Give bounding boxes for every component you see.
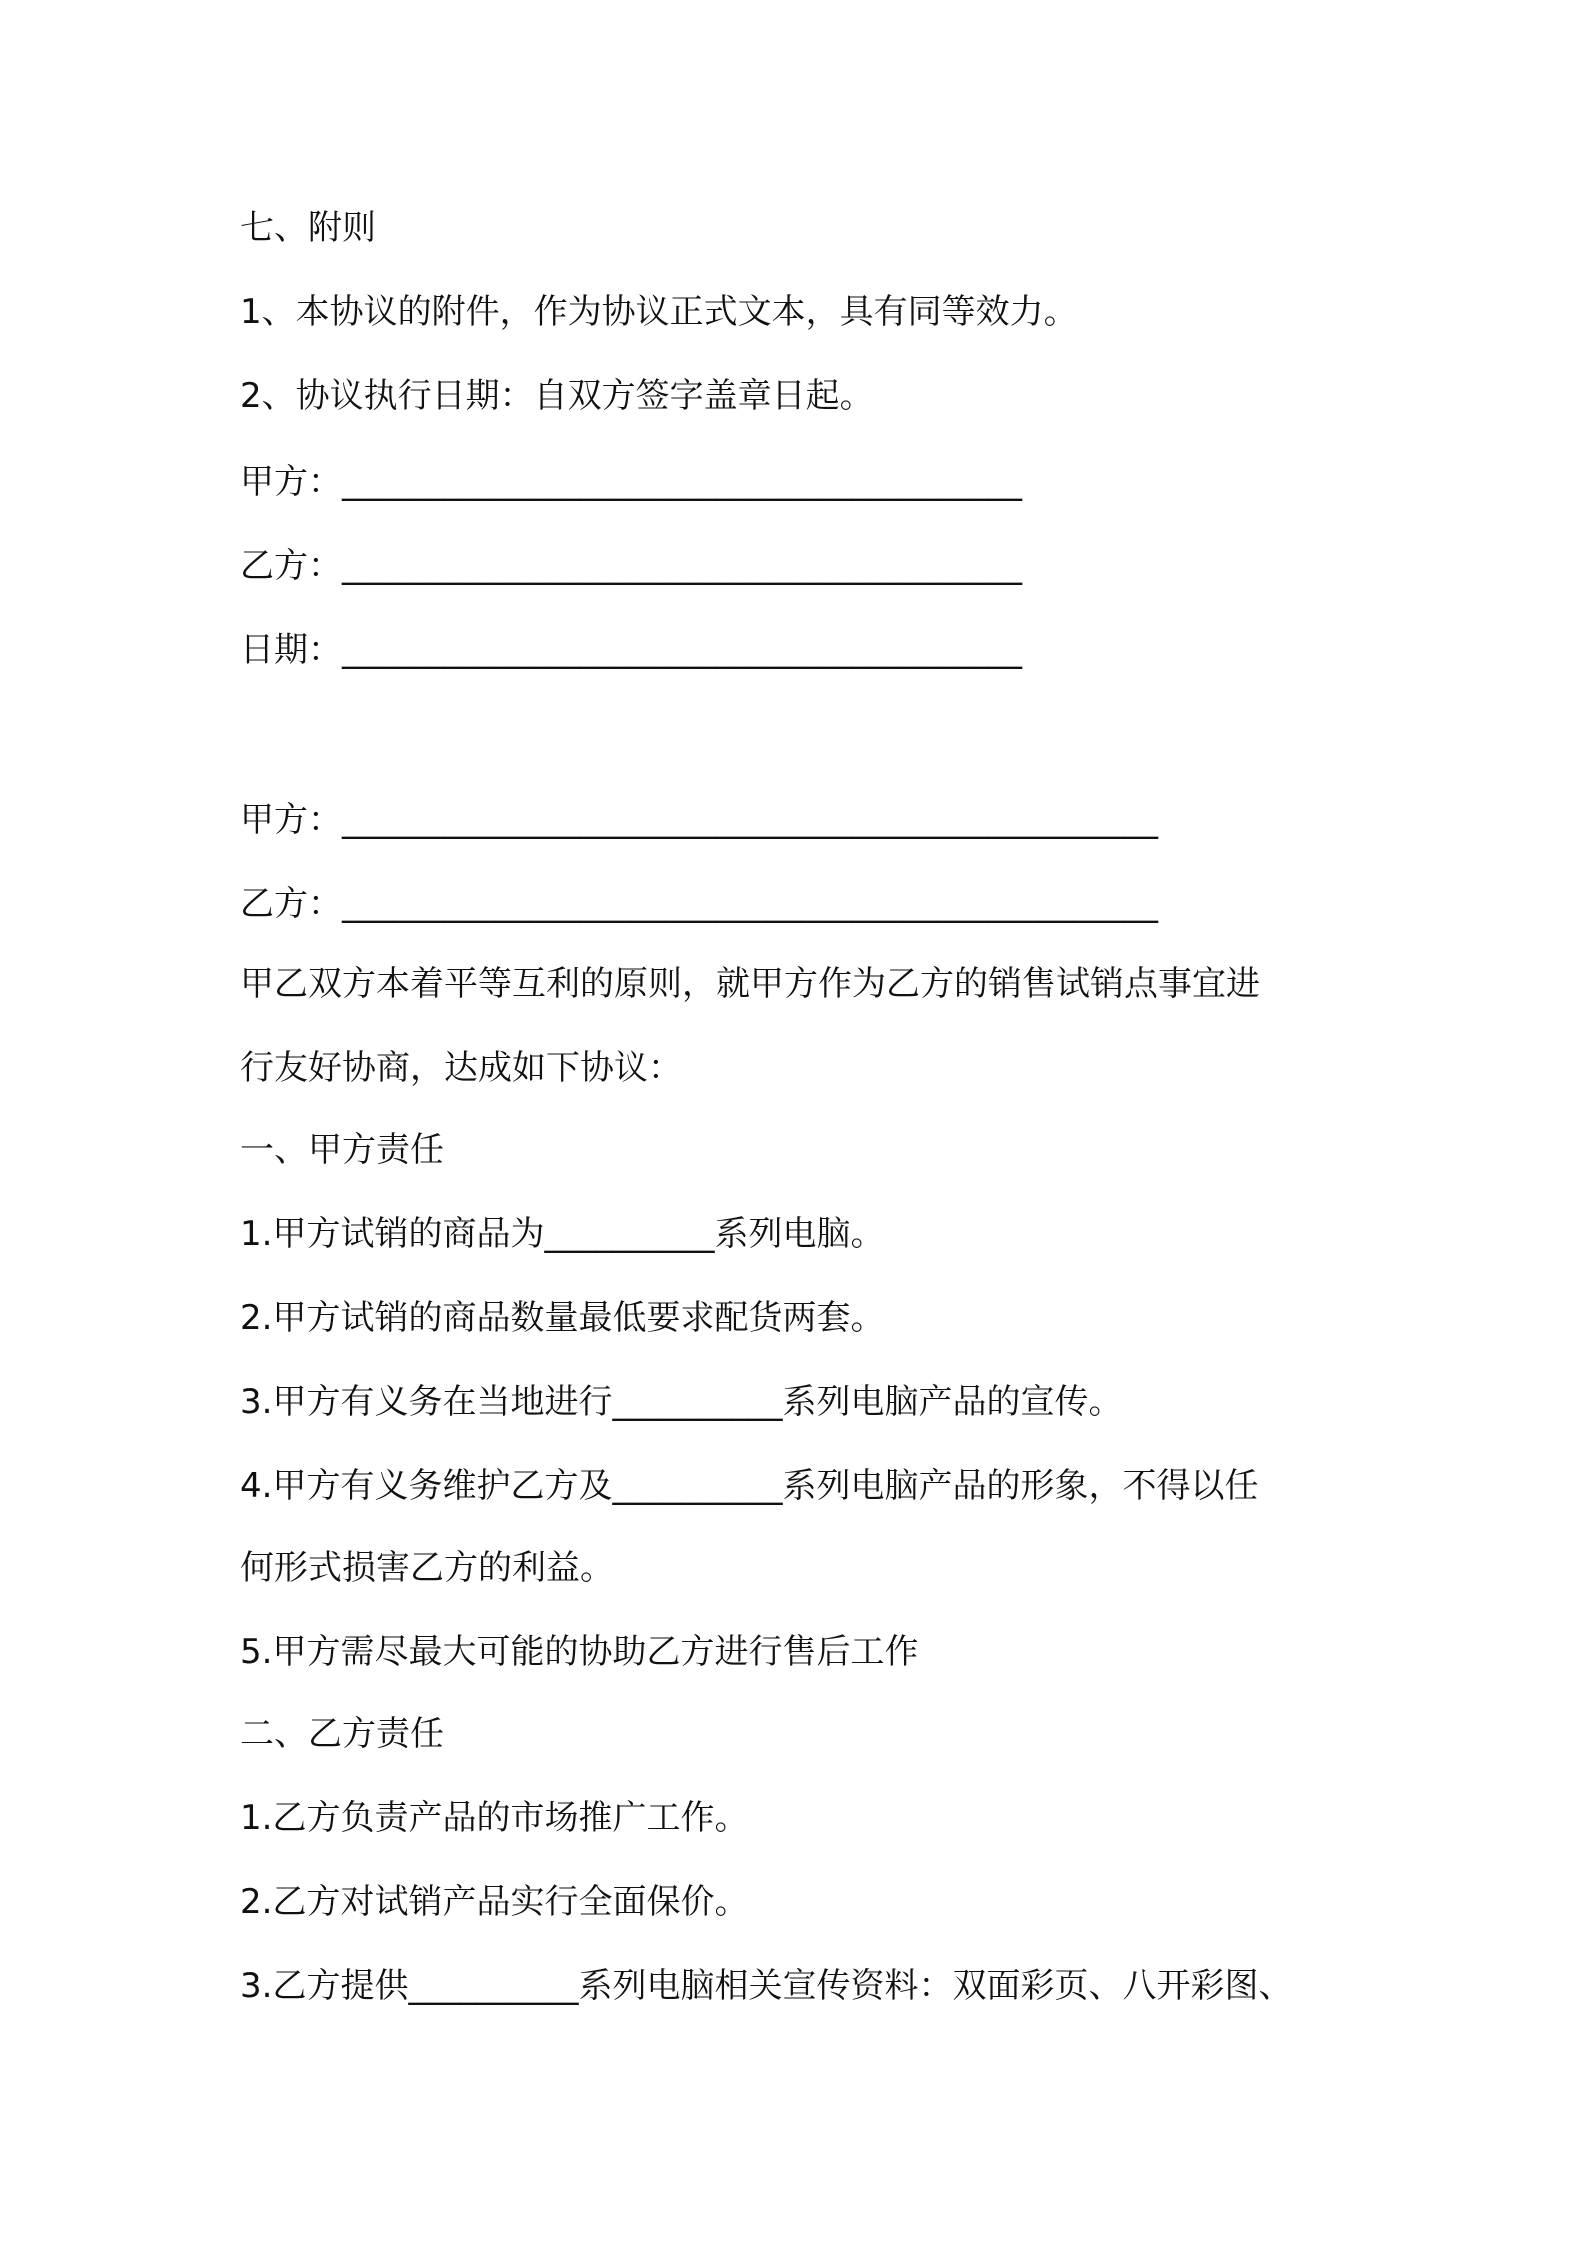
section-7-item-2: 2、协议执行日期：自双方签字盖章日起。 bbox=[240, 376, 874, 416]
party-a-blank-2: ________________________________________________ bbox=[342, 800, 1158, 840]
section-2-heading: 二、乙方责任 bbox=[240, 1714, 444, 1754]
section-1-item-1: 1.甲方试销的商品为__________系列电脑。 bbox=[240, 1214, 885, 1254]
party-b-label-2: 乙方： bbox=[240, 884, 342, 924]
section-1-item-3: 3.甲方有义务在当地进行__________系列电脑产品的宣传。 bbox=[240, 1382, 1123, 1422]
section-2-item-1: 1.乙方负责产品的市场推广工作。 bbox=[240, 1798, 749, 1838]
section-2-item-2: 2.乙方对试销产品实行全面保价。 bbox=[240, 1882, 749, 1922]
party-b-label: 乙方： bbox=[240, 546, 342, 586]
signature-line-party-b bbox=[240, 544, 1022, 588]
signature-line-party-b-2 bbox=[240, 882, 1158, 926]
intro-paragraph-line-1: 甲乙双方本着平等互利的原则，就甲方作为乙方的销售试销点事宜进 bbox=[240, 964, 1260, 1004]
section-1-heading: 一、甲方责任 bbox=[240, 1130, 444, 1170]
party-b-blank: ________________________________________ bbox=[342, 546, 1022, 586]
intro-paragraph-line-2: 行友好协商，达成如下协议： bbox=[240, 1048, 682, 1088]
party-a-label: 甲方： bbox=[240, 462, 342, 502]
signature-line-party-a bbox=[240, 460, 1022, 504]
party-a-blank: ________________________________________ bbox=[342, 462, 1022, 502]
section-2-item-3: 3.乙方提供__________系列电脑相关宣传资料：双面彩页、八开彩图、 bbox=[240, 1966, 1293, 2006]
section-7-heading: 七、附则 bbox=[240, 208, 376, 248]
date-blank: ________________________________________ bbox=[342, 630, 1022, 670]
party-b-blank-2: ________________________________________________ bbox=[342, 884, 1158, 924]
section-1-item-2: 2.甲方试销的商品数量最低要求配货两套。 bbox=[240, 1298, 885, 1338]
signature-line-party-a-2 bbox=[240, 798, 1158, 842]
party-a-label-2: 甲方： bbox=[240, 800, 342, 840]
section-1-item-4-cont: 何形式损害乙方的利益。 bbox=[240, 1548, 614, 1588]
section-7-item-1: 1、本协议的附件，作为协议正式文本，具有同等效力。 bbox=[240, 292, 1078, 332]
date-label: 日期： bbox=[240, 630, 342, 670]
section-1-item-5: 5.甲方需尽最大可能的协助乙方进行售后工作 bbox=[240, 1632, 919, 1672]
signature-line-date bbox=[240, 628, 1022, 672]
section-1-item-4: 4.甲方有义务维护乙方及__________系列电脑产品的形象，不得以任 bbox=[240, 1466, 1259, 1506]
